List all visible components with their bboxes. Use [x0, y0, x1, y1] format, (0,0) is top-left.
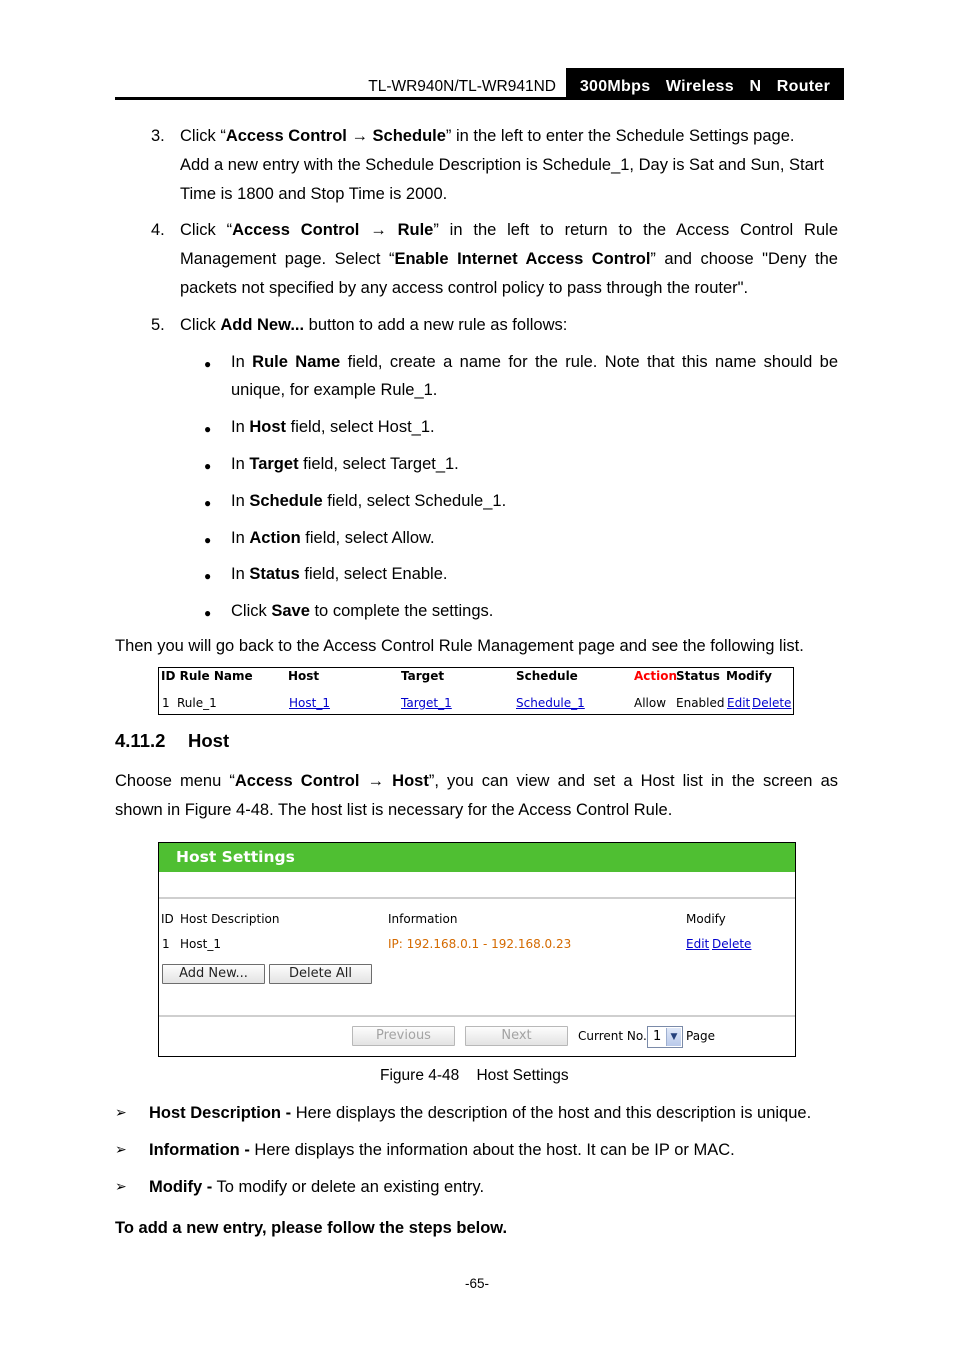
arrow-bullet-icon: ➢ — [115, 1141, 127, 1157]
divider — [159, 897, 795, 899]
then-paragraph: Then you will go back to the Access Control Rule Management page and see the following list. — [115, 637, 804, 655]
page-label: Page — [686, 1029, 716, 1043]
host-col-header-description: Host Description — [180, 912, 280, 926]
host-row-information: IP: 192.168.0.1 - 192.168.0.23 — [388, 937, 572, 951]
rule-list-table — [158, 667, 794, 715]
intro-line-2: shown in Figure 4-48. The host list is necessary for the Access Control Rule. — [115, 801, 673, 819]
page-number: -65- — [464, 1276, 489, 1291]
col-header-target: Target — [401, 669, 445, 683]
step-5-text: Click Add New... button to add a new rule as follows: — [180, 316, 568, 334]
rule-row-action: Allow — [634, 696, 667, 710]
current-page-value: 1 — [653, 1029, 662, 1044]
desc-information: Information - Here displays the information about the host. It can be IP or MAC. — [149, 1141, 735, 1159]
bullet-action: In Action field, select Allow. — [231, 529, 435, 547]
bullet-dot: ● — [204, 459, 212, 473]
col-header-host: Host — [288, 669, 320, 683]
rule-edit-link[interactable]: Edit — [727, 696, 751, 710]
host-settings-title: Host Settings — [159, 843, 795, 872]
step-3-number: 3. — [151, 127, 165, 145]
col-header-action: Action — [634, 669, 678, 683]
bullet-dot: ● — [204, 569, 212, 583]
host-row-description: Host_1 — [180, 937, 221, 951]
host-col-header-modify: Modify — [686, 912, 726, 926]
previous-button[interactable]: Previous — [352, 1026, 455, 1046]
step-4-line-2: Management page. Select “Enable Internet Access Control” and choose "Deny the — [180, 250, 838, 268]
rule-row-name: Rule_1 — [177, 696, 217, 710]
section-number: 4.11.2 — [115, 730, 166, 751]
col-header-status: Status — [676, 669, 720, 683]
col-header-modify: Modify — [726, 669, 772, 683]
bullet-rule-name-line-2: unique, for example Rule_1. — [231, 381, 438, 399]
rule-row-schedule-link[interactable]: Schedule_1 — [516, 696, 585, 710]
header-rule — [115, 97, 844, 100]
closing-instruction: To add a new entry, please follow the steps below. — [115, 1219, 508, 1237]
host-row-id: 1 — [162, 937, 170, 951]
step-4-line-1: Click “Access Control → Rule” in the left to return to the Access Control Rule — [180, 221, 838, 239]
col-header-schedule: Schedule — [516, 669, 578, 683]
bullet-schedule: In Schedule field, select Schedule_1. — [231, 492, 507, 510]
next-button[interactable]: Next — [465, 1026, 568, 1046]
rule-row-id: 1 — [162, 696, 170, 710]
arrow-bullet-icon: ➢ — [115, 1104, 127, 1120]
divider — [159, 1015, 795, 1017]
host-col-header-information: Information — [388, 912, 458, 926]
step-3-line-1: Click “Access Control → Schedule” in the left to enter the Schedule Settings page. — [180, 127, 795, 145]
figure-caption: Figure 4-48 Host Settings — [380, 1067, 569, 1084]
step-3-line-3: Time is 1800 and Stop Time is 2000. — [180, 185, 448, 203]
chevron-down-icon: ▼ — [666, 1028, 681, 1046]
delete-all-button[interactable]: Delete All — [269, 964, 372, 984]
add-new-button[interactable]: Add New... — [162, 964, 265, 984]
bullet-dot: ● — [204, 533, 212, 547]
rule-row-target-link[interactable]: Target_1 — [401, 696, 452, 710]
header-model: TL-WR940N/TL-WR941ND — [368, 78, 556, 95]
col-header-id-rule-name: ID Rule Name — [161, 669, 253, 683]
host-delete-link[interactable]: Delete — [712, 937, 752, 951]
bullet-target: In Target field, select Target_1. — [231, 455, 459, 473]
step-3-line-2: Add a new entry with the Schedule Description is Schedule_1, Day is Sat and Sun, Start — [180, 156, 824, 174]
step-4-number: 4. — [151, 221, 165, 239]
rule-delete-link[interactable]: Delete — [752, 696, 792, 710]
bullet-dot: ● — [204, 496, 212, 510]
bullet-dot: ● — [204, 357, 212, 371]
rule-row-host-link[interactable]: Host_1 — [289, 696, 330, 710]
step-4-line-3: packets not specified by any access control policy to pass through the router". — [180, 279, 749, 297]
desc-modify: Modify - To modify or delete an existing entry. — [149, 1178, 485, 1196]
current-no-label: Current No. — [578, 1029, 647, 1043]
host-edit-link[interactable]: Edit — [686, 937, 710, 951]
bullet-rule-name-line-1: In Rule Name field, create a name for the rule. Note that this name should be — [231, 353, 838, 371]
bullet-status: In Status field, select Enable. — [231, 565, 448, 583]
bullet-host: In Host field, select Host_1. — [231, 418, 435, 436]
rule-row-status: Enabled — [676, 696, 725, 710]
arrow-bullet-icon: ➢ — [115, 1178, 127, 1194]
section-title: Host — [188, 730, 230, 751]
step-5-number: 5. — [151, 316, 165, 334]
header-product-banner: 300Mbps Wireless N Router — [566, 68, 844, 100]
bullet-dot: ● — [204, 422, 212, 436]
bullet-save: Click Save to complete the settings. — [231, 602, 494, 620]
host-col-header-id: ID — [161, 912, 174, 926]
intro-line-1: Choose menu “Access Control → Host”, you can view and set a Host list in the screen as — [115, 772, 839, 790]
host-settings-panel — [158, 842, 796, 1057]
current-page-select[interactable] — [647, 1026, 683, 1048]
bullet-dot: ● — [204, 606, 212, 620]
desc-host-description: Host Description - Here displays the description of the host and this description is unique. — [149, 1104, 812, 1122]
